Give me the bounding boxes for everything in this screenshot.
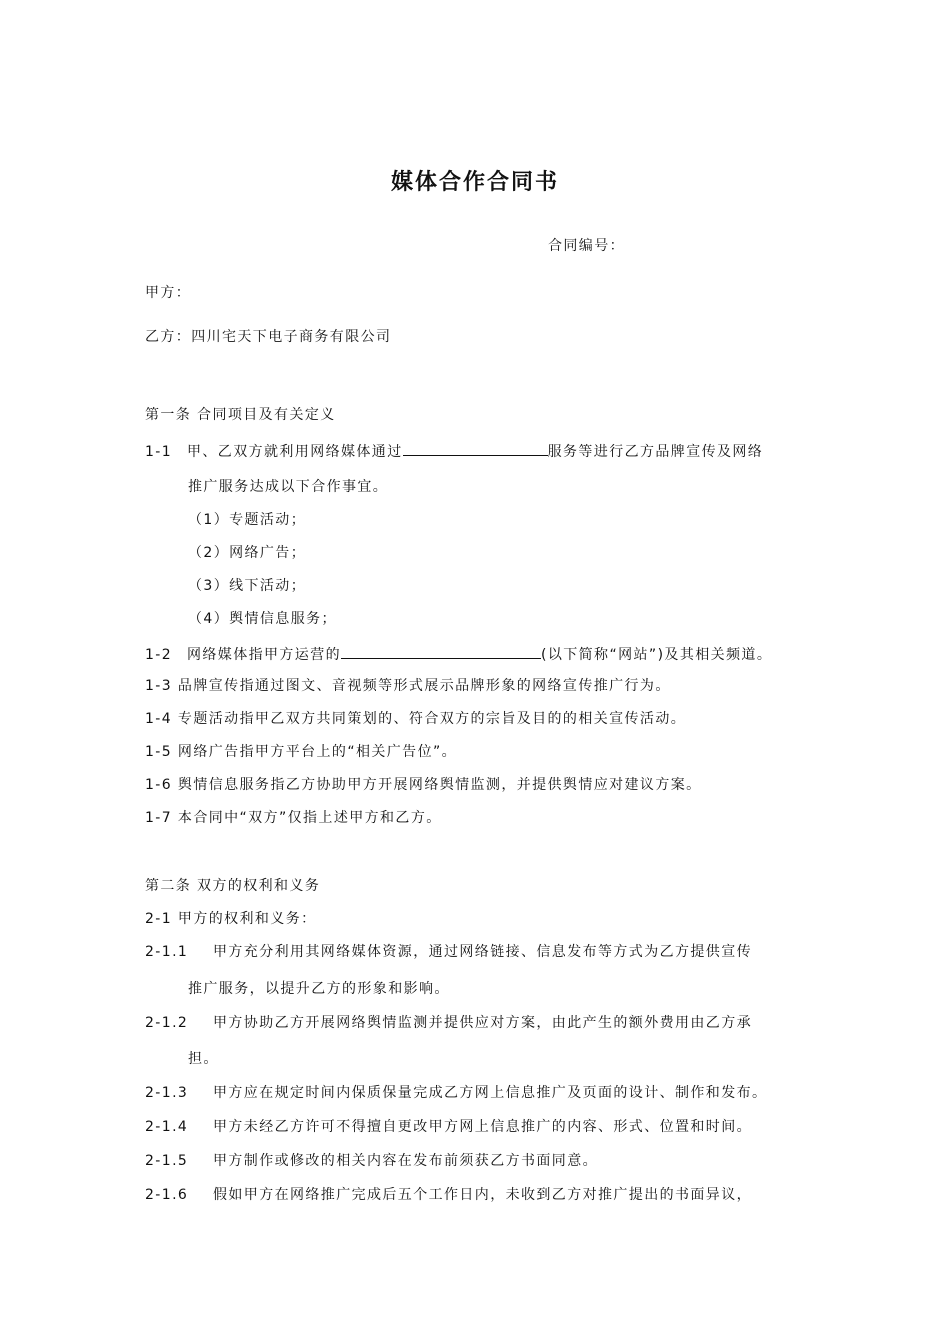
clause-2-1-4	[145, 1117, 752, 1137]
clause-number: 2-1.3	[145, 1085, 189, 1101]
clause-2-1: 2-1 甲方的权利和义务：	[145, 911, 317, 927]
clause-1-1	[145, 440, 763, 462]
clause-1-7: 1-7 本合同中“双方”仅指上述甲方和乙方。	[145, 810, 442, 826]
clause-2-1-5	[145, 1151, 598, 1171]
clause-text: 甲方应在规定时间内保质保量完成乙方网上信息推广及页面的设计、制作和发布。	[213, 1085, 768, 1101]
clause-number: 2-1.6	[145, 1187, 189, 1203]
clause-text: 甲方未经乙方许可不得擅自更改甲方网上信息推广的内容、形式、位置和时间。	[213, 1119, 752, 1135]
clause-2-1-2	[145, 1013, 752, 1033]
contract-number-label: 合同编号：	[548, 238, 625, 254]
clause-2-1-2-continued: 担。	[188, 1051, 219, 1067]
clause-number: 2-1.2	[145, 1015, 189, 1031]
clause-2-1-3	[145, 1083, 767, 1103]
clause-2-1-6	[145, 1185, 752, 1205]
clause-number: 2-1.1	[145, 944, 189, 960]
clause-2-1-1	[145, 942, 752, 962]
clause-number: 1-1	[145, 444, 173, 460]
list-item: （4）舆情信息服务；	[188, 611, 337, 627]
clause-text: 服务等进行乙方品牌宣传及网络	[547, 444, 764, 460]
party-a-line: 甲方：	[145, 285, 192, 301]
list-item: （2）网络广告；	[188, 545, 307, 561]
clause-text: 甲方充分利用其网络媒体资源，通过网络链接、信息发布等方式为乙方提供宣传	[213, 944, 752, 960]
article-2-heading: 第二条 双方的权利和义务	[145, 878, 321, 894]
clause-1-5: 1-5 网络广告指甲方平台上的“相关广告位”。	[145, 744, 458, 760]
document-title: 媒体合作合同书	[390, 170, 559, 195]
clause-text: 甲、乙双方就利用网络媒体通过	[187, 444, 403, 460]
clause-1-3: 1-3 品牌宣传指通过图文、音视频等形式展示品牌形象的网络宣传推广行为。	[145, 678, 671, 694]
party-b-line: 乙方：四川宅天下电子商务有限公司	[145, 329, 392, 345]
clause-text: 甲方制作或修改的相关内容在发布前须获乙方书面同意。	[213, 1153, 598, 1169]
list-item: （1）专题活动；	[188, 512, 307, 528]
clause-text: 网络媒体指甲方运营的	[187, 647, 341, 663]
fill-in-blank	[403, 440, 548, 456]
clause-1-2	[145, 643, 772, 665]
clause-2-1-1-continued: 推广服务，以提升乙方的形象和影响。	[188, 981, 450, 997]
clause-text: 甲方协助乙方开展网络舆情监测并提供应对方案，由此产生的额外费用由乙方承	[213, 1015, 752, 1031]
clause-1-4: 1-4 专题活动指甲乙双方共同策划的、符合双方的宗旨及目的的相关宣传活动。	[145, 711, 687, 727]
clause-number: 1-2	[145, 647, 173, 663]
clause-number: 2-1.5	[145, 1153, 189, 1169]
clause-number: 2-1.4	[145, 1119, 189, 1135]
clause-text: 假如甲方在网络推广完成后五个工作日内，未收到乙方对推广提出的书面异议，	[213, 1187, 752, 1203]
article-1-heading: 第一条 合同项目及有关定义	[145, 407, 336, 423]
clause-1-1-continued: 推广服务达成以下合作事宜。	[188, 479, 389, 495]
clause-text: (以下简称“网站”)及其相关频道。	[541, 647, 773, 663]
list-item: （3）线下活动；	[188, 578, 307, 594]
clause-1-6: 1-6 舆情信息服务指乙方协助甲方开展网络舆情监测，并提供舆情应对建议方案。	[145, 777, 702, 793]
fill-in-blank	[341, 643, 541, 659]
